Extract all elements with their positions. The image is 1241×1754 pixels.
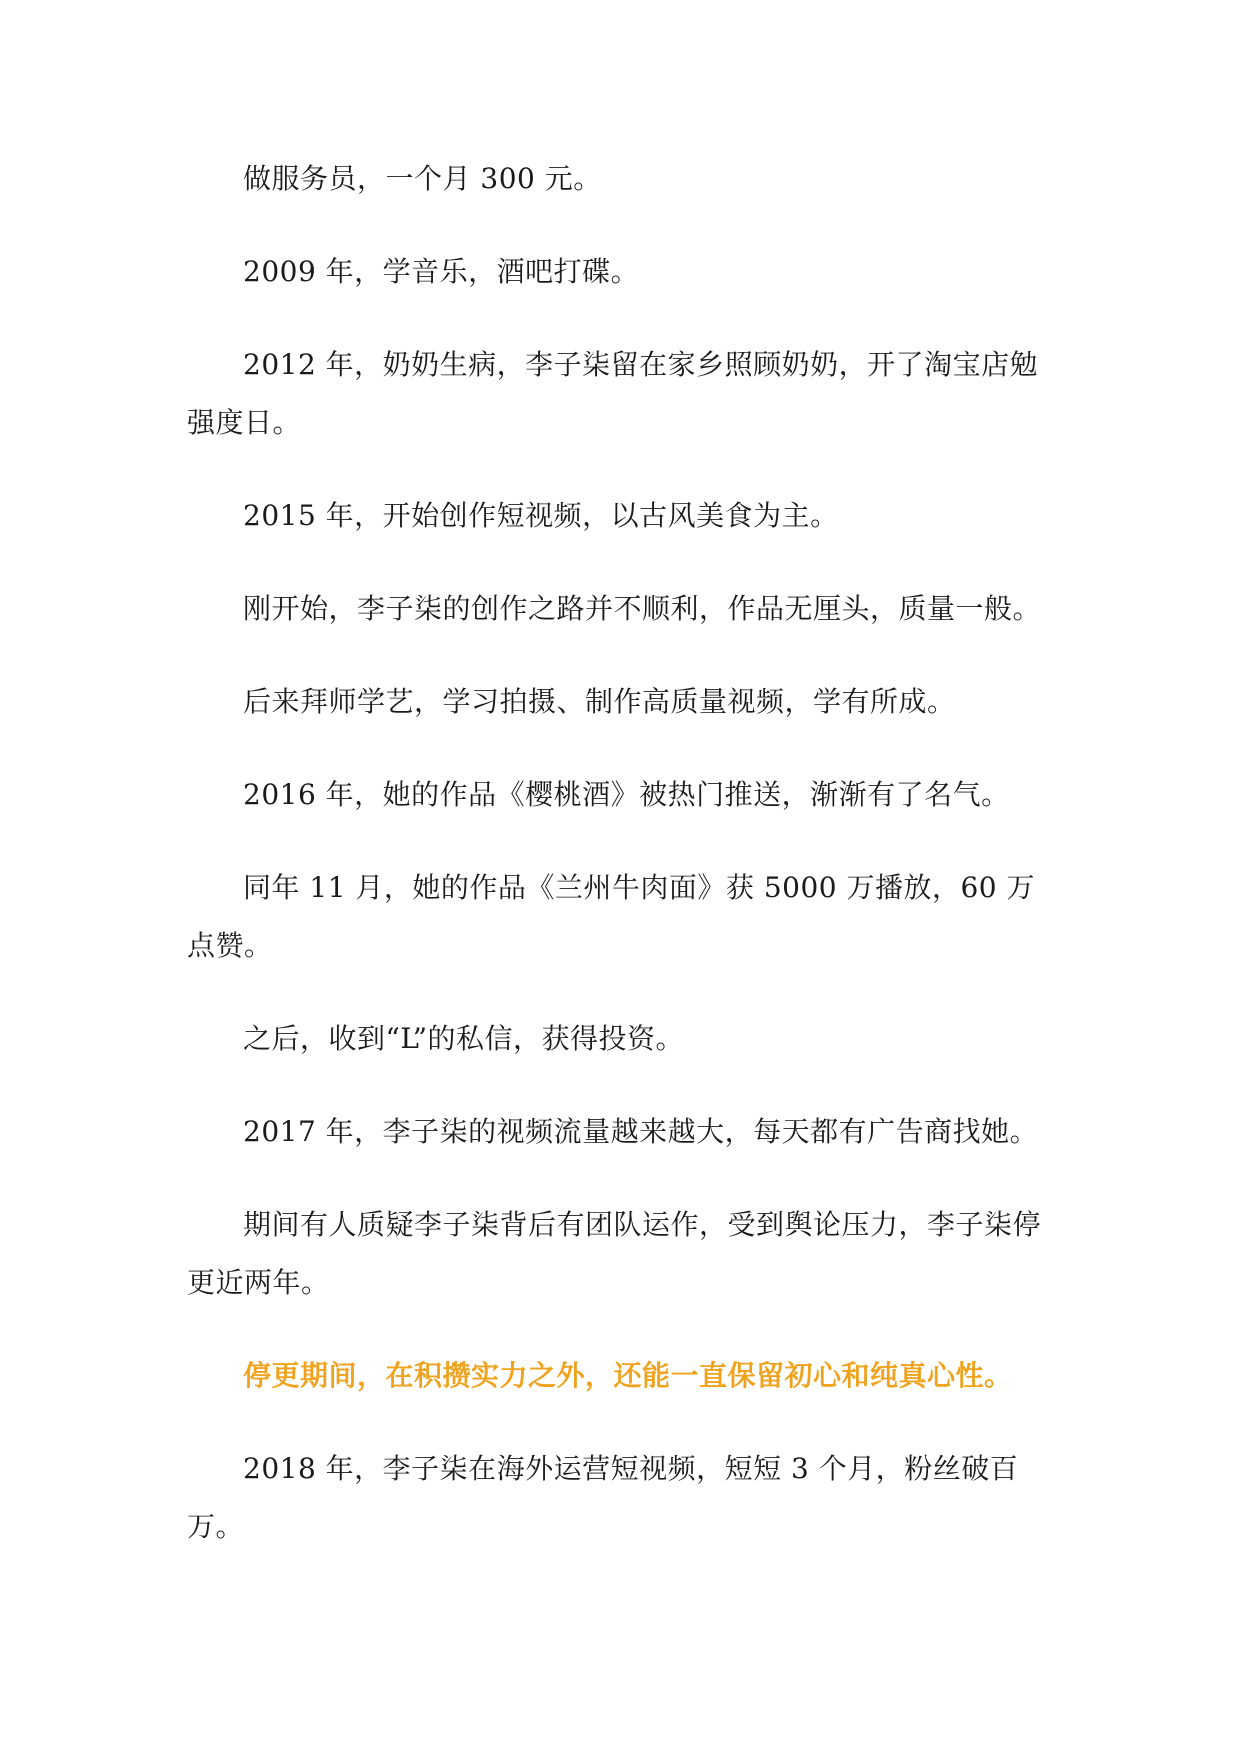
paragraph-4: 2015 年，开始创作短视频，以古风美食为主。 <box>243 499 839 532</box>
paragraph-9: 之后，收到“L”的私信，获得投资。 <box>243 1022 685 1055</box>
paragraph-1: 做服务员，一个月 300 元。 <box>243 162 602 195</box>
highlight-paragraph: 停更期间，在积攒实力之外，还能一直保留初心和纯真心性。 <box>243 1359 1013 1392</box>
paragraph-11: 期间有人质疑李子柒背后有团队运作，受到舆论压力，李子柒停更近两年。 <box>187 1208 1042 1299</box>
paragraph-13: 2018 年，李子柒在海外运营短视频，短短 3 个月，粉丝破百万。 <box>187 1452 1019 1543</box>
paragraph-10: 2017 年，李子柒的视频流量越来越大，每天都有广告商找她。 <box>243 1115 1039 1148</box>
paragraph-3: 2012 年，奶奶生病，李子柒留在家乡照顾奶奶，开了淘宝店勉强度日。 <box>187 348 1039 439</box>
article-body <box>187 150 1057 1591</box>
paragraph-8: 同年 11 月，她的作品《兰州牛肉面》获 5000 万播放，60 万点赞。 <box>187 871 1036 962</box>
paragraph-5: 刚开始，李子柒的创作之路并不顺利，作品无厘头，质量一般。 <box>243 592 1042 625</box>
paragraph-6: 后来拜师学艺，学习拍摄、制作高质量视频，学有所成。 <box>243 685 956 718</box>
paragraph-7: 2016 年，她的作品《樱桃酒》被热门推送，渐渐有了名气。 <box>243 778 1010 811</box>
paragraph-2: 2009 年，学音乐，酒吧打碟。 <box>243 255 640 288</box>
